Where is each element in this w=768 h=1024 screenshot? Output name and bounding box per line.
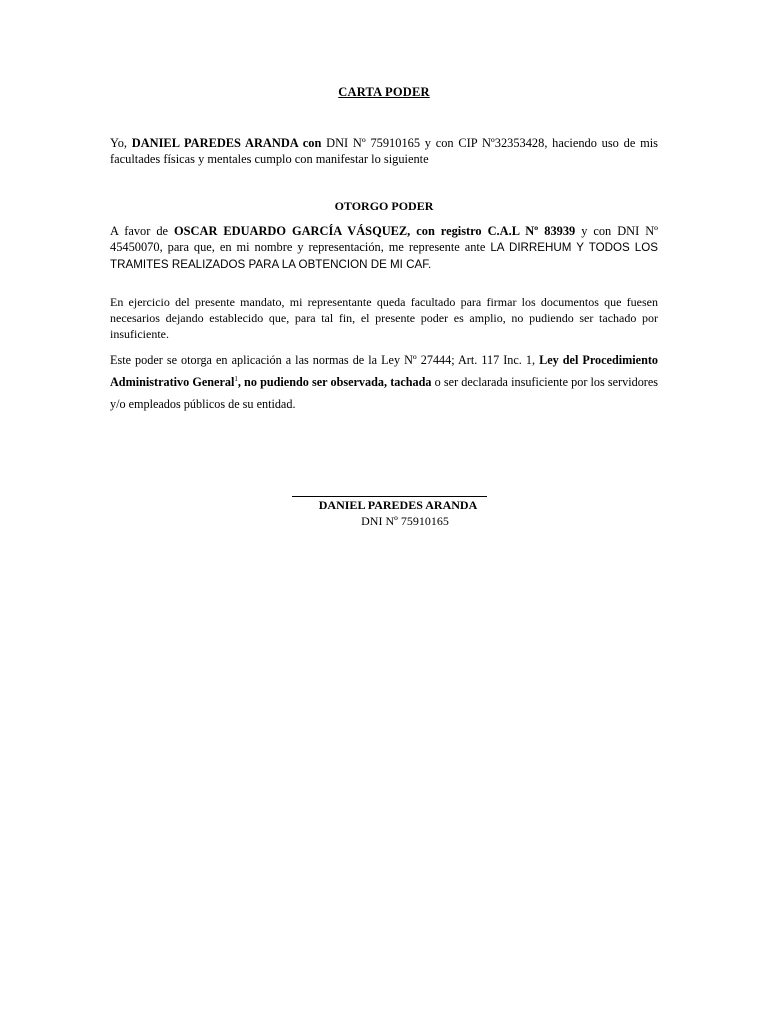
signature-line <box>292 496 487 497</box>
grantee-purpose-text: LA DIRREHUM Y TODOS LOS TRAMITES REALIZADOS PARA LA OBTENCION DE MI CAF. <box>110 241 658 271</box>
declarant-intro-text: Yo, <box>110 136 132 150</box>
declarant-paragraph <box>110 135 658 167</box>
signatory-dni: DNI Nº 75910165 <box>361 514 449 528</box>
legal-basis-paragraph <box>110 349 658 415</box>
signatory-name: DANIEL PAREDES ARANDA <box>318 498 478 512</box>
law-clause-text: , no pudiendo ser observada, tachada <box>237 375 432 389</box>
grantee-paragraph <box>110 223 658 273</box>
mandate-paragraph: En ejercicio del presente mandato, mi representante queda facultado para firmar los documentos que fuesen necesarios dejando establecido que, para tal fin, el presente poder es amplio, no pudiendo ser tachado por insuficiente. <box>110 295 658 341</box>
law-name: Ley del Procedimiento Administrativo General <box>110 353 658 389</box>
footnote-marker: 1 <box>234 374 238 383</box>
declarant-name: DANIEL PAREDES ARANDA con <box>131 136 322 150</box>
grant-heading: OTORGO PODER <box>334 199 434 213</box>
grantee-id-text: y con DNI Nº 45450070, para que, en mi nombre y representación, me represente ante <box>110 224 659 254</box>
legal-basis-intro-text: Este poder se otorga en aplicación a las normas de la Ley Nº 27444; Art. 117 Inc. 1, <box>110 353 540 367</box>
legal-basis-closing-text: o ser declarada insuficiente por los servidores y/o empleados públicos de su entidad. <box>110 375 658 411</box>
grantee-intro-text: A favor de <box>110 224 175 238</box>
document-title: CARTA PODER <box>338 85 430 99</box>
grantee-name: OSCAR EDUARDO GARCÍA VÁSQUEZ, con registro C.A.L Nº 83939 <box>174 224 576 238</box>
declarant-id-text: DNI Nº 75910165 y con CIP Nº32353428, haciendo uso de mis facultades físicas y mentales cumplo con manifestar lo siguiente <box>110 136 658 166</box>
